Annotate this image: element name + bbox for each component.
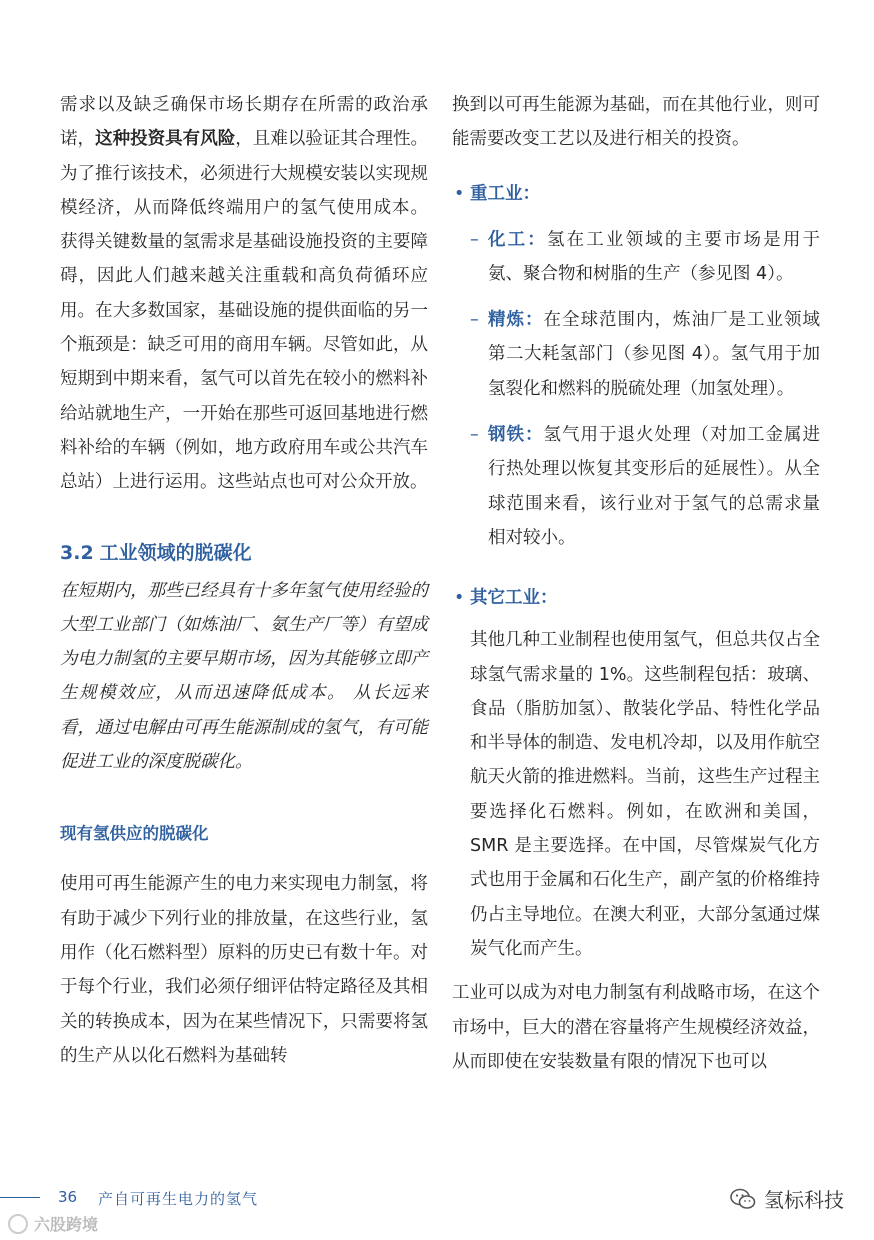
watermark bbox=[8, 1212, 98, 1235]
sub-item-term: 钢铁： bbox=[488, 425, 544, 446]
dash-icon: – bbox=[470, 425, 479, 446]
dash-icon: – bbox=[470, 229, 479, 250]
section-title: 工业领域的脱碳化 bbox=[99, 541, 252, 564]
bullet-heavy-industry bbox=[452, 177, 820, 211]
other-industry-text: 其他几种工业制程也使用氢气，但总共仅占全球氢气需求量的 1%。这些制程包括：玻璃、食品（脂肪加氢）、散装化学品、特性化学品和半导体的制造、发电机冷却，以及用作航空航天火箭的推进燃料。当前，这些生产过程主要选择化石燃料。例如，在欧洲和美国，SMR 是主要选择。在中国，尽管煤炭气化方式也用于金属和石化生产，副产氢的价格维持仍占主导地位。在澳大利亚，大部分氢通过煤炭气化而产生。 bbox=[470, 630, 820, 959]
sub-heading: 现有氢供应的脱碳化 bbox=[60, 824, 209, 844]
left-p1-bold-phrase: 这种投资具有风险 bbox=[95, 129, 236, 150]
right-paragraph-1: 换到以可再生能源为基础，而在其他行业，则可能需要改变工艺以及进行相关的投资。 bbox=[452, 95, 820, 150]
dash-icon: – bbox=[470, 310, 479, 331]
section-number: 3.2 bbox=[60, 541, 94, 564]
left-p1-seg-2: ，且难以验证其合理性。为了推行该技术，必须进行大规模安装以实现规模经济，从而降低终端用户的氢气使用成本。 获得关键数量的氢需求是基础设施投资的主要障碍，因此人们越来越关注重载和高负荷循环应用。在大多数国家，基础设施的提供面临的另一个瓶颈是：缺乏可用的商用车辆。尽管如此，从短期到中期来看，氢气可以首先在较小的燃料补给站就地生产，一开始在那些可返回基地进行燃料补给的车辆（例如，地方政府用车或公共汽车总站）上进行运用。这些站点也可对公众开放。 bbox=[60, 129, 429, 493]
sub-item-steel bbox=[452, 418, 820, 555]
brand-name: 氢标科技 bbox=[764, 1188, 844, 1212]
page-number: 36 bbox=[58, 1188, 78, 1206]
bullet-other-industry bbox=[452, 581, 820, 615]
section-intro-italic: 在短期内，那些已经具有十多年氢气使用经验的大型工业部门（如炼油厂、氨生产厂等）有望成为电力制氢的主要早期市场，因为其能够立即产生规模效应，从而迅速降低成本。 从长远来看，通过电解由可再生能源制成的氢气，有可能促进工业的深度脱碳化。 bbox=[60, 580, 428, 773]
sub-item-text: 在全球范围内，炼油厂是工业领域第二大耗氢部门（参见图 4）。氢气用于加氢裂化和燃料的脱硫处理（加氢处理）。 bbox=[488, 310, 820, 399]
left-paragraph-1 bbox=[60, 88, 428, 500]
bullet-dot-icon: • bbox=[454, 183, 465, 204]
left-column bbox=[60, 88, 428, 1073]
sub-item-term: 精炼： bbox=[488, 310, 544, 331]
footer-title: 产自可再生电力的氢气 bbox=[98, 1190, 259, 1208]
sub-item-text: 氢在工业领域的主要市场是用于氨、聚合物和树脂的生产（参见图 4）。 bbox=[488, 229, 820, 284]
right-paragraph-last: 工业可以成为对电力制氢有利战略市场，在这个市场中，巨大的潜在容量将产生规模经济效益，从而即使在安装数量有限的情况下也可以 bbox=[452, 983, 820, 1072]
bullet-dot-icon: • bbox=[454, 588, 465, 609]
sub-item-term: 化工： bbox=[488, 229, 547, 250]
watermark-ring-icon bbox=[8, 1214, 28, 1234]
right-column bbox=[452, 88, 820, 1079]
watermark-text: 六股跨境 bbox=[34, 1215, 99, 1234]
heavy-industry-label: 重工业： bbox=[470, 183, 540, 204]
sub-item-refining bbox=[452, 303, 820, 406]
section-heading bbox=[60, 536, 428, 570]
brand-logo bbox=[730, 1184, 844, 1213]
other-industry-label: 其它工业： bbox=[470, 588, 558, 609]
sub-item-text: 氢气用于退火处理（对加工金属进行热处理以恢复其变形后的延展性）。从全球范围来看，该行业对于氢气的总需求量相对较小。 bbox=[488, 425, 820, 548]
footer-rule bbox=[0, 1197, 40, 1198]
left-p1-seg-0: 需求以及缺乏确保市场长期存在所需的政治承诺， bbox=[60, 95, 428, 150]
sub-item-chemical bbox=[452, 223, 820, 292]
wechat-icon bbox=[730, 1188, 756, 1210]
left-paragraph-2: 使用可再生能源产生的电力来实现电力制氢，将有助于减少下列行业的排放量，在这些行业，氢用作（化石燃料型）原料的历史已有数十年。对于每个行业，我们必须仔细评估特定路径及其相关的转换成本，因为在某些情况下，只需要将氢的生产从以化石燃料为基础转 bbox=[60, 874, 428, 1066]
